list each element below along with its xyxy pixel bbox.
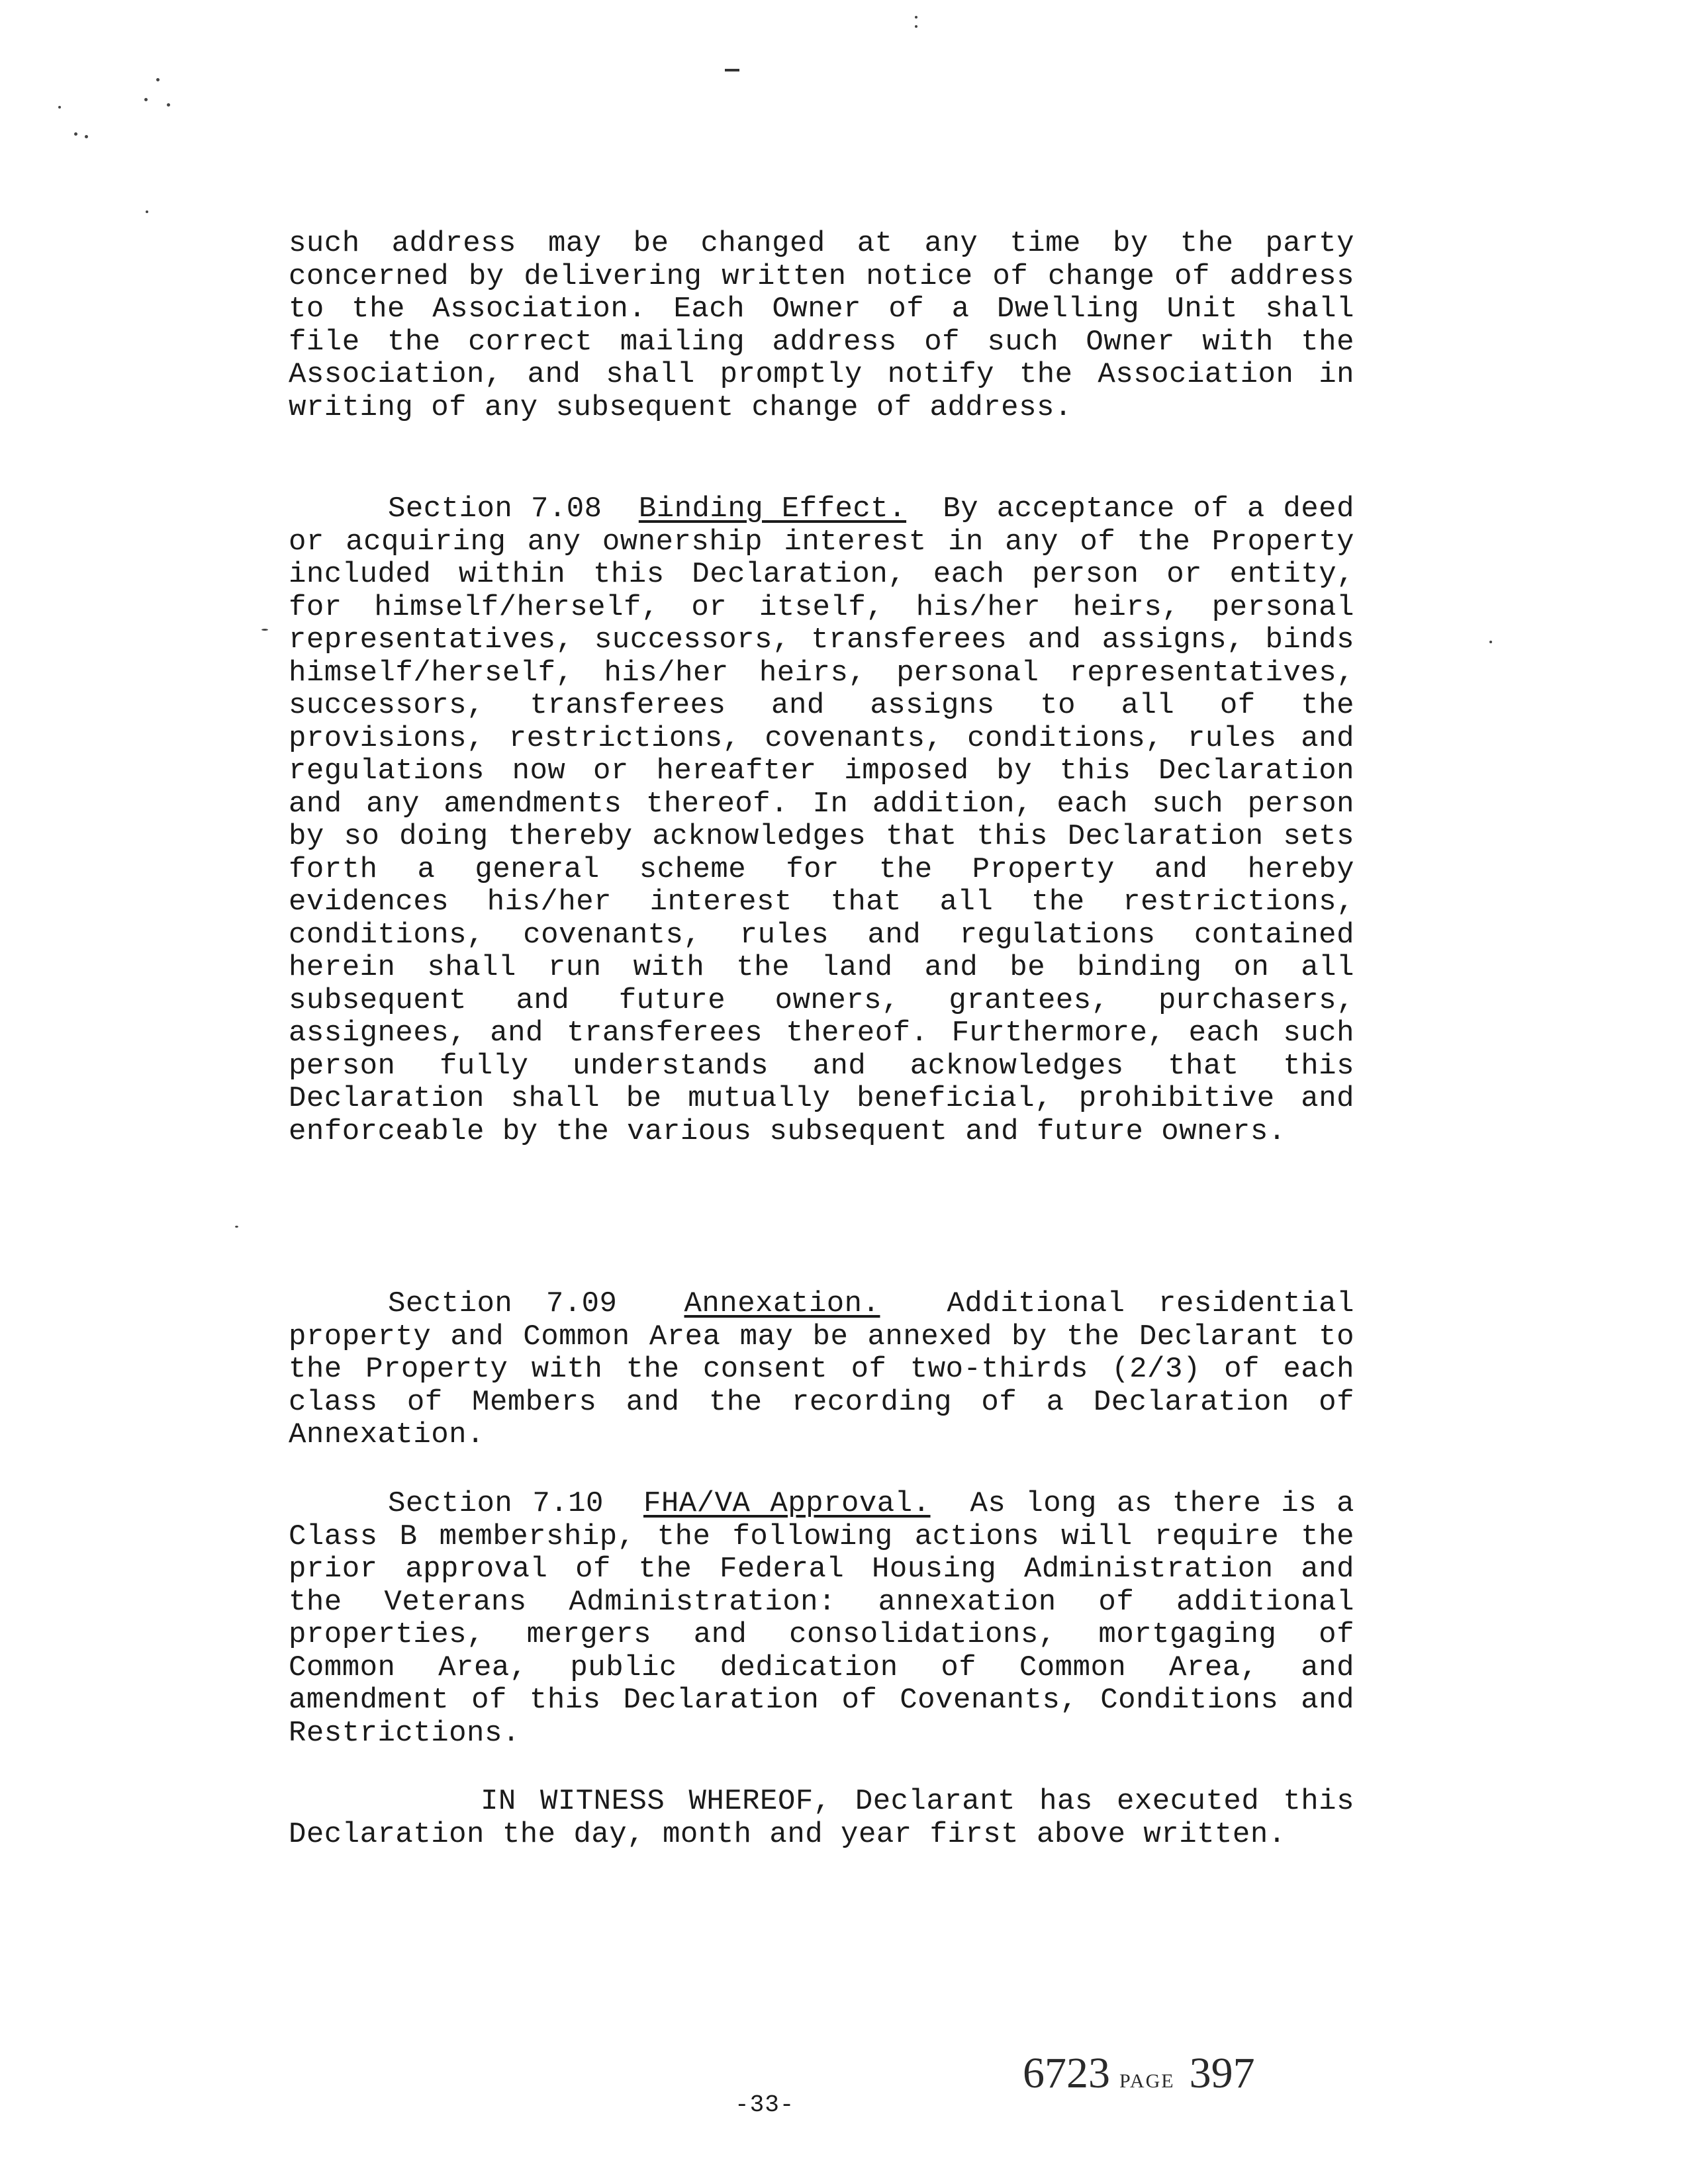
scan-speck (85, 135, 88, 138)
section-heading-binding-effect: Binding Effect. (638, 492, 907, 525)
section-heading-annexation: Annexation. (684, 1287, 880, 1320)
book-number: 6723 (1023, 2049, 1110, 2097)
scan-speck (167, 103, 170, 107)
scan-speck (156, 78, 160, 81)
scan-speck (146, 210, 148, 213)
section-label: Section 7.09 (388, 1287, 618, 1320)
scan-speck (144, 98, 148, 101)
section-label: Section 7.08 (388, 492, 602, 525)
recording-stamp (1023, 2048, 1255, 2099)
section-7-10 (289, 1488, 1354, 1750)
scan-speck (915, 25, 917, 28)
scan-speck (58, 106, 61, 109)
scan-speck (1489, 641, 1492, 643)
scan-speck (235, 1226, 238, 1228)
section-7-08 (289, 493, 1354, 1148)
recorded-page-number: 397 (1189, 2049, 1255, 2097)
page-label: PAGE (1119, 2070, 1175, 2092)
section-body: As long as there is a Class B membership, the following actions will require the prior approval of the Federal Housing Administration and the Veterans Administration: annexation of additional properties, mergers and consolidations, mortgaging of Common Area, public dedication of Common Area, and amendment of this Declaration of Covenants, Conditions and Restrictions. (289, 1487, 1354, 1750)
scan-speck (261, 629, 268, 631)
scan-speck (915, 16, 917, 19)
section-label: Section 7.10 (388, 1487, 604, 1520)
paragraph-address-continuation: such address may be changed at any time by the party concerned by delivering written notice of change of address to the Association. Each Owner of a Dwelling Unit shall file the correct mailing address of such Owner with the Association, and shall promptly notify the Association in writing of any subsequent change of address. (289, 227, 1354, 424)
section-body: Additional residential property and Common Area may be annexed by the Declarant to the Property with the consent of two-thirds (2/3) of each class of Members and the recording of a Declaration of Annexation. (289, 1287, 1354, 1451)
section-7-09 (289, 1288, 1354, 1452)
page-number: -33- (735, 2091, 795, 2118)
section-heading-fha-va-approval: FHA/VA Approval. (643, 1487, 931, 1520)
scan-mark (725, 69, 739, 71)
witness-clause: IN WITNESS WHEREOF, Declarant has executed this Declaration the day, month and year first above written. (289, 1785, 1354, 1851)
section-body: By acceptance of a deed or acquiring any ownership interest in any of the Property included within this Declaration, each person or entity, for himself/herself, or itself, his/her heirs, personal representatives, successors, transferees and assigns, binds himself/herself, his/her heirs, personal representatives, successors, transferees and assigns to all of the provisions, restrictions, covenants, conditions, rules and regulations now or hereafter imposed by this Declaration and any amendments thereof. In addition, each such person by so doing thereby acknowledges that this Declaration sets forth a general scheme for the Property and hereby evidences his/her interest that all the restrictions, conditions, covenants, rules and regulations contained herein shall run with the land and be binding on all subsequent and future owners, grantees, purchasers, assignees, and transferees thereof. Furthermore, each such person fully understands and acknowledges that this Declaration shall be mutually beneficial, prohibitive and enforceable by the various subsequent and future owners. (289, 492, 1354, 1148)
scan-speck (74, 132, 77, 136)
